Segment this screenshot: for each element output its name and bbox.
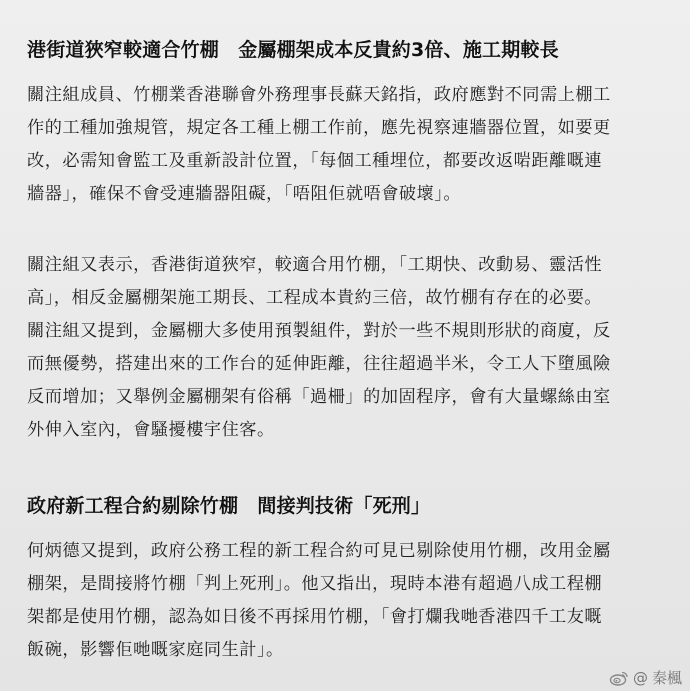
watermark-at: @ xyxy=(632,669,648,687)
paragraph-line: 關注組又提到，金屬棚大多使用預製組件，對於一些不規則形狀的商廈，反 xyxy=(27,321,611,341)
paragraph-regulation xyxy=(27,79,667,211)
paragraph-line: 何炳德又提到，政府公務工程的新工程合約可見已剔除使用竹棚，改用金屬 xyxy=(27,541,611,561)
paragraph-line: 高」，相反金屬棚架施工期長、工程成本貴約三倍，故竹棚有存在的必要。 xyxy=(27,288,603,308)
paragraph-line: 作的工種加強規管，規定各工種上棚工作前，應先視察連牆器位置，如要更 xyxy=(27,118,611,138)
paragraph-line: 而無優勢，搭建出來的工作台的延伸距離，往往超過半米，令工人下墮風險 xyxy=(27,354,611,374)
paragraph-line: 棚架，是間接將竹棚「判上死刑」。他又指出，現時本港有超過八成工程棚 xyxy=(27,574,603,594)
section-heading-government-contracts: 政府新工程合約剔除竹棚 間接判技術「死刑」 xyxy=(27,495,431,517)
paragraph-contracts xyxy=(27,535,667,667)
weibo-watermark xyxy=(609,669,682,687)
paragraph-line: 反而增加；又舉例金屬棚架有俗稱「過柵」的加固程序，會有大量螺絲由室 xyxy=(27,387,611,407)
watermark-author: 秦楓 xyxy=(651,669,682,687)
paragraph-line: 改，必需知會監工及重新設計位置，「每個工種埋位，都要改返啱距離嘅連 xyxy=(27,151,603,171)
paragraph-line: 關注組成員、竹棚業香港聯會外務理事長蘇天銘指，政府應對不同需上棚工 xyxy=(27,85,611,105)
weibo-icon xyxy=(609,670,629,686)
paragraph-line: 牆器」，確保不會受連牆器阻礙，「唔阻佢就唔會破壞」。 xyxy=(27,184,462,204)
paragraph-line: 架都是使用竹棚，認為如日後不再採用竹棚，「會打爛我哋香港四千工友嘅 xyxy=(27,607,603,627)
paragraph-narrow-streets xyxy=(27,249,667,447)
paragraph-line: 外伸入室內，會騷擾樓宇住客。 xyxy=(27,420,275,440)
section-heading-bamboo-suitability: 港街道狹窄較適合竹棚 金屬棚架成本反貴約3倍、施工期較長 xyxy=(27,39,559,61)
paragraph-line: 關注組又表示，香港街道狹窄，較適合用竹棚，「工期快、改動易、靈活性 xyxy=(27,255,603,275)
paragraph-line: 飯碗，影響佢哋嘅家庭同生計」。 xyxy=(27,640,284,660)
